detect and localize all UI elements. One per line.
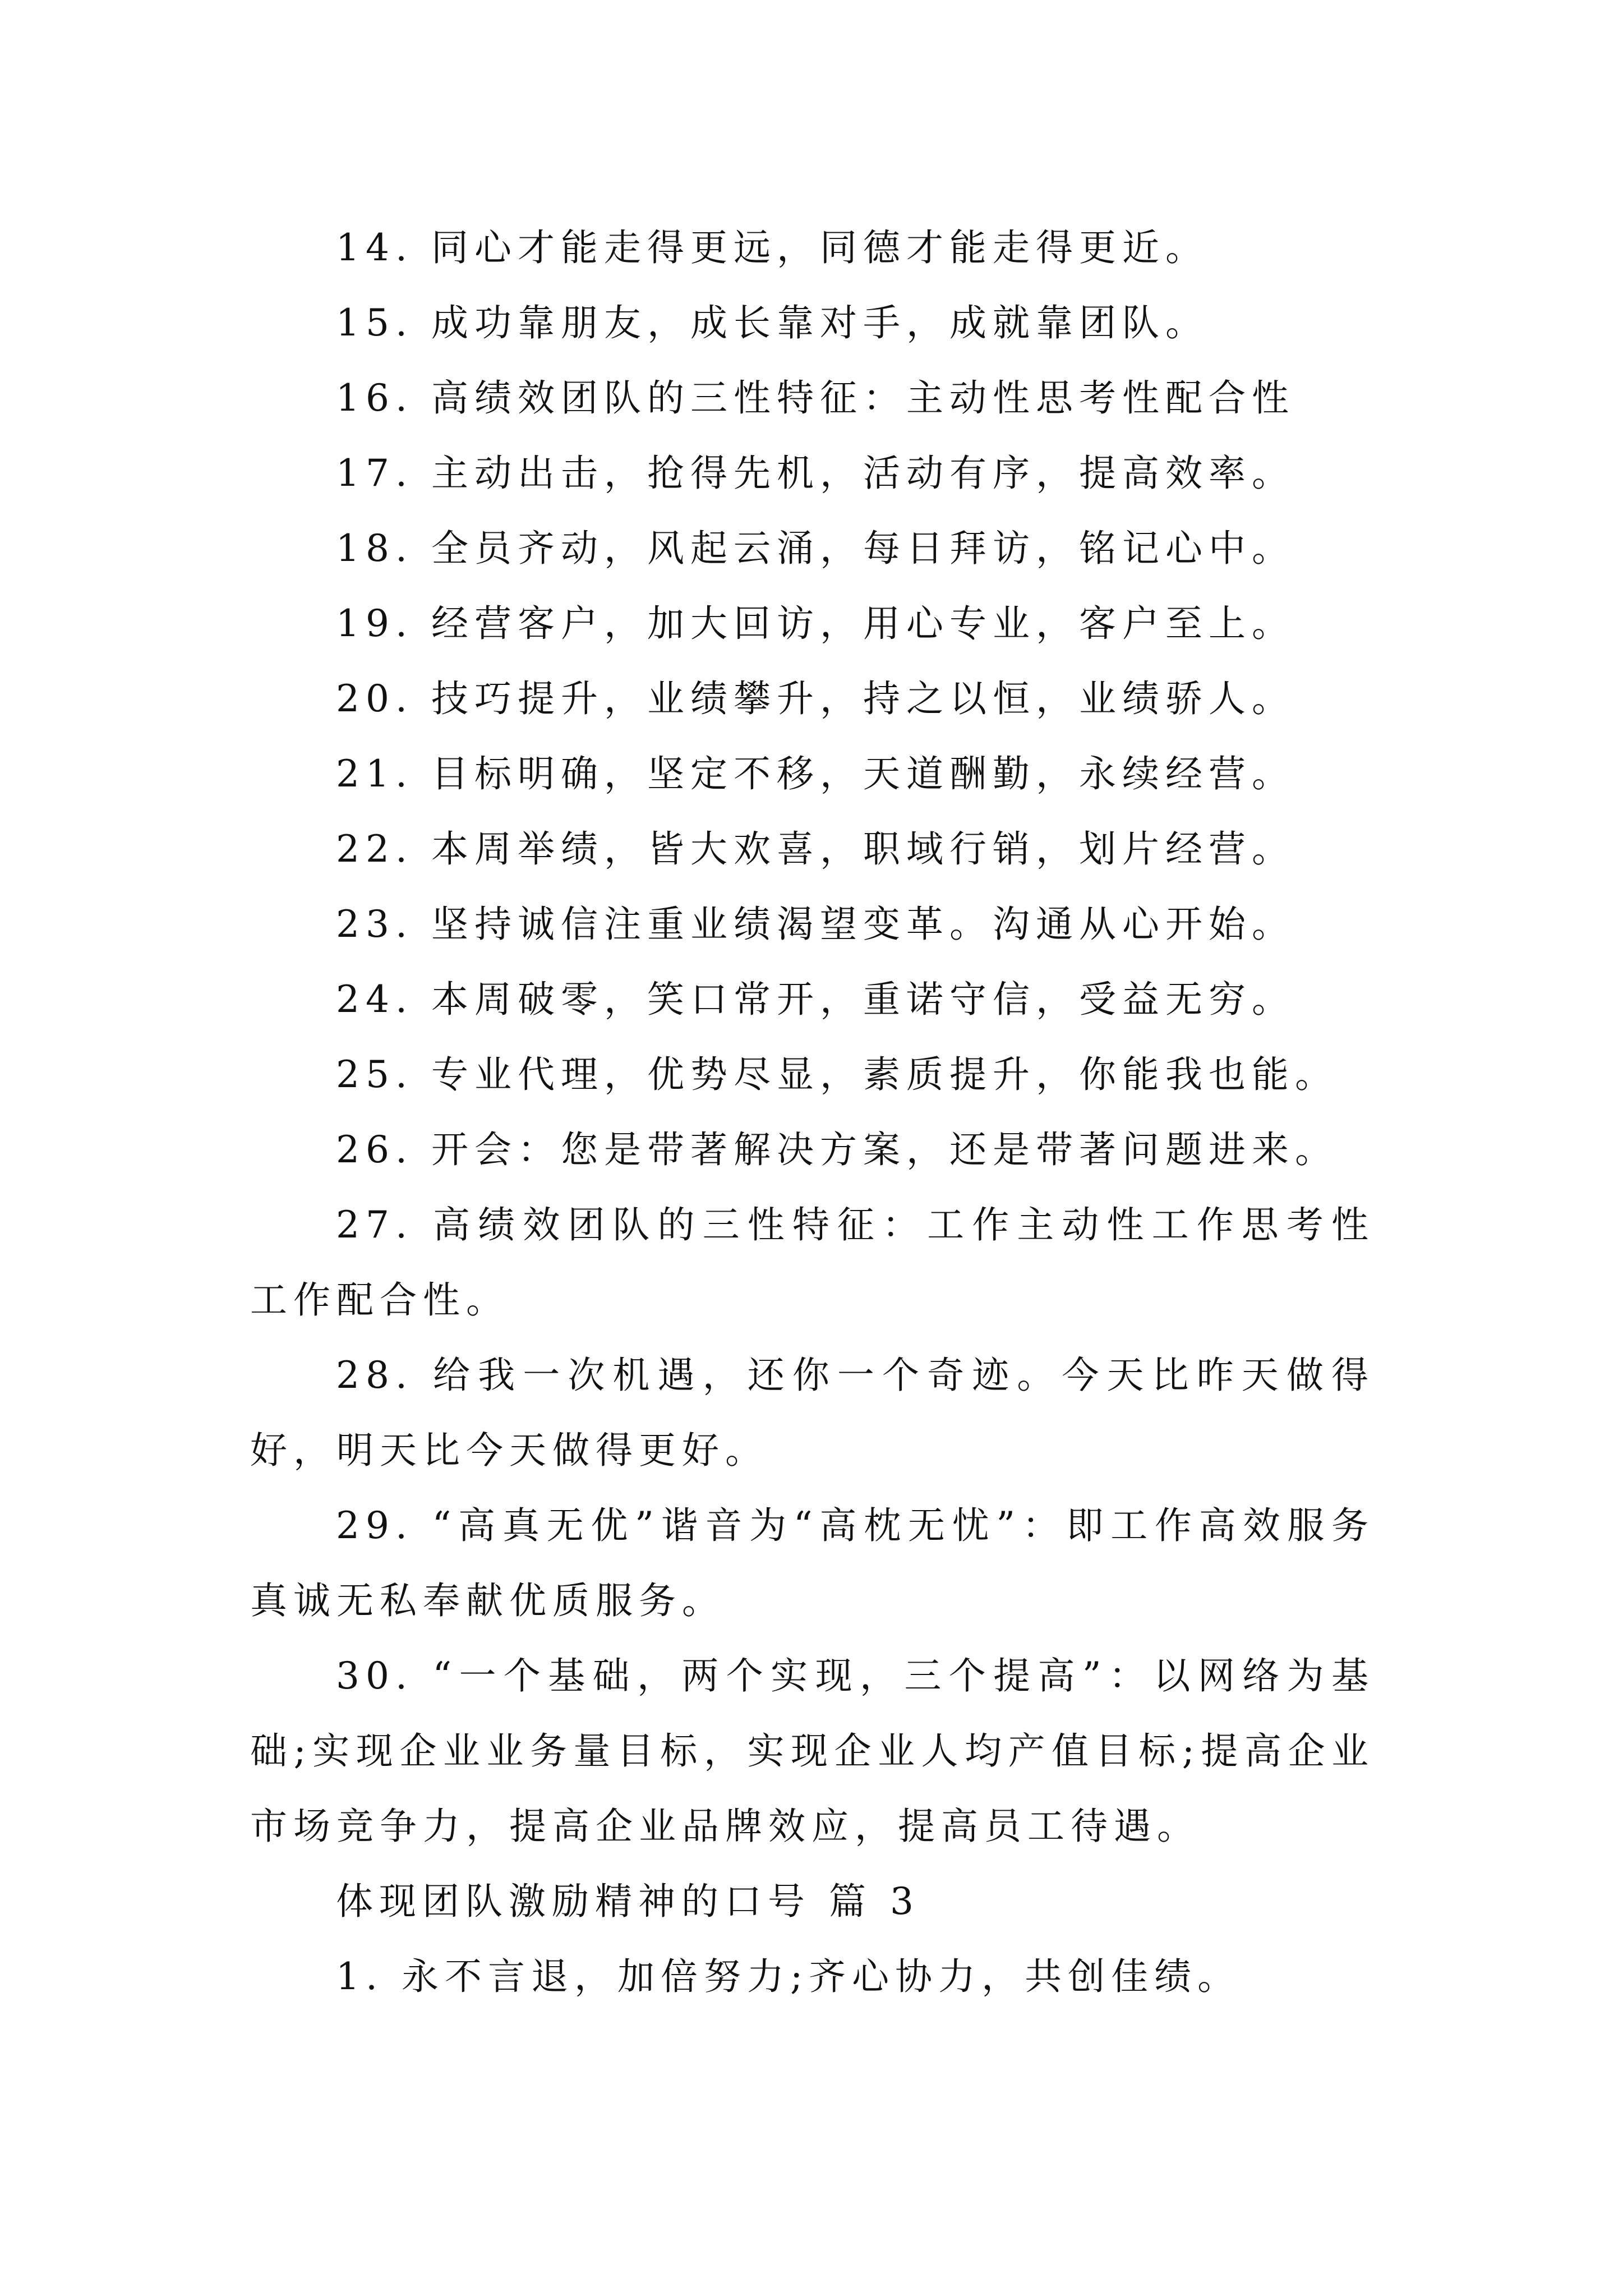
paragraph-24: 24. 本周破零，笑口常开，重诺守信，受益无穷。 [336,978,1295,1021]
paragraph-23: 23. 坚持诚信注重业绩渴望变革。沟通从心开始。 [336,903,1295,946]
paragraph-14: 14. 同心才能走得更远，同德才能走得更近。 [336,226,1209,269]
paragraph-21: 21. 目标明确，坚定不移，天道酬勤，永续经营。 [336,752,1295,795]
paragraph-30: 30. “一个基础，两个实现，三个提高”：以网络为基础;实现企业业务量目标，实现企业人均产值目标;提高企业市场竞争力，提高企业品牌效应，提高员工待遇。 [250,1654,1375,1848]
paragraph-20: 20. 技巧提升，业绩攀升，持之以恒，业绩骄人。 [336,677,1295,720]
paragraph-18: 18. 全员齐动，风起云涌，每日拜访，铭记心中。 [336,527,1295,570]
paragraph-27: 27. 高绩效团队的三性特征：工作主动性工作思考性工作配合性。 [250,1203,1375,1322]
paragraph-17: 17. 主动出击，抢得先机，活动有序，提高效率。 [336,452,1295,495]
paragraph-29: 29. “高真无优”谐音为“高枕无忧”：即工作高效服务真诚无私奉献优质服务。 [250,1504,1375,1622]
paragraph-1: 1. 永不言退，加倍努力;齐心协力，共创佳绩。 [336,1955,1241,1998]
paragraph-26: 26. 开会：您是带著解决方案，还是带著问题进来。 [336,1128,1338,1171]
paragraph-22: 22. 本周举绩，皆大欢喜，职域行销，划片经营。 [336,827,1295,871]
paragraph-19: 19. 经营客户，加大回访，用心专业，客户至上。 [336,602,1295,645]
document-body [250,210,1375,2014]
paragraph-16: 16. 高绩效团队的三性特征：主动性思考性配合性 [336,376,1295,420]
section-heading: 体现团队激励精神的口号 篇 3 [336,1880,920,1923]
paragraph-25: 25. 专业代理，优势尽显，素质提升，你能我也能。 [336,1053,1338,1096]
paragraph-15: 15. 成功靠朋友，成长靠对手，成就靠团队。 [336,301,1209,344]
paragraph-28: 28. 给我一次机遇，还你一个奇迹。今天比昨天做得好，明天比今天做得更好。 [250,1354,1375,1472]
